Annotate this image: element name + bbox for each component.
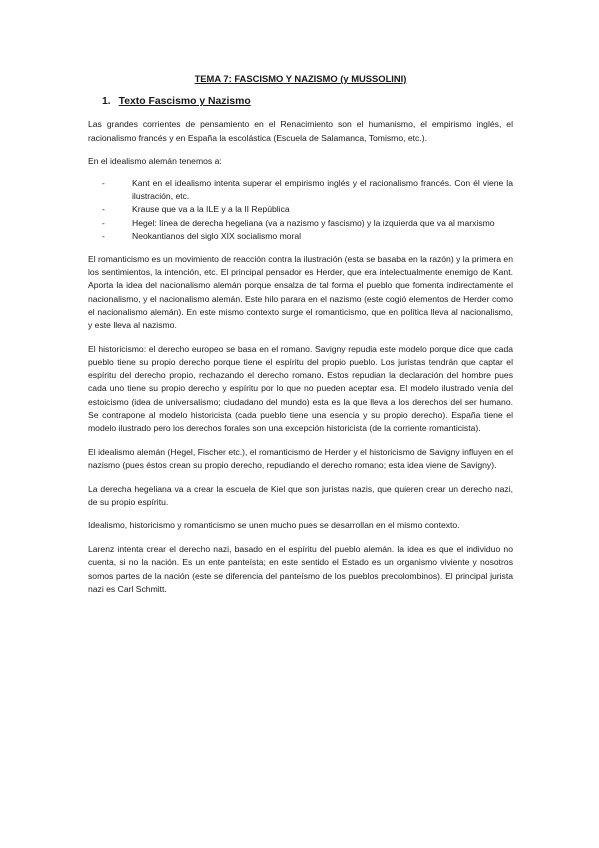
list-item [88,203,513,216]
paragraph-contexto: Idealismo, historicismo y romanticismo se unen mucho pues se desarrollan en el mismo contexto. [88,520,460,531]
list-dash: - [102,217,105,228]
list-dash: - [102,178,105,189]
section-number: 1. [102,96,111,108]
list-item-text: Krause que va a la ILE y a la II República [132,204,290,215]
list-item [88,217,513,230]
list-item [88,230,513,243]
paragraph-romanticismo: El romanticismo es un movimiento de reacción contra la ilustración (esta se basaba en la razón) y la primera en los sentimientos, la intención, etc. El principal pensador es Herder, que era intelectualmente enemigo de Kant. Aporta la idea del nacionalismo alemán porque ensalza de tal forma el pueblo que fomenta indirectamente el nacionalismo, y el nacionalismo alemán. Este hilo parara en el nazismo (este cogió elementos de Herder como el nacionalismo alemán). En este mismo contexto surge el romanticismo, que en política lleva al nacionalismo, y este lleva al nazismo. [88,254,513,331]
paragraph-idealismo-intro: En el idealismo alemán tenemos a: [88,156,222,167]
list-item-text: Hegel: línea de derecha hegeliana (va a nazismo y fascismo) y la izquierda que va al marxismo [132,217,495,228]
idealismo-list [88,177,513,243]
document-title: TEMA 7: FASCISMO Y NAZISMO (y MUSSOLINI) [194,73,407,84]
paragraph-larenz: Larenz intenta crear el derecho nazi, basado en el espíritu del pueblo alemán. la idea es que el individuo no cuenta, si no la nación. Es un ente panteísta; en este sentido el Estado es un organismo viviente y nosotros somos partes de la nación (este se diferencia del panteísmo de los pueblos precolombinos). El principal jurista nazi es Carl Schmitt. [88,544,513,594]
section-title: Texto Fascismo y Nazismo [118,96,251,108]
document-body [88,72,513,607]
paragraph-derecha-hegeliana: La derecha hegeliana va a crear la escuela de Kiel que son juristas nazis, que quieren crear un derecho nazi, de su propio espíritu. [88,483,513,507]
paragraph-renacimiento: Las grandes corrientes de pensamiento en el Renacimiento son el humanismo, el empirismo inglés, el racionalismo francés y en España la escolástica (Escuela de Salamanca, Tomismo, etc.). [88,119,513,143]
list-item-text: Kant en el idealismo intenta superar el empirismo inglés y el racionalismo francés. Con él viene la ilustración, etc. [132,178,513,202]
list-dash: - [102,204,105,215]
list-dash: - [102,230,105,241]
list-item-text: Neokantianos del siglo XIX socialismo moral [132,230,302,241]
section-heading [102,95,513,108]
paragraph-historicismo: El historicismo: el derecho europeo se basa en el romano. Savigny repudia este modelo porque dice que cada pueblo tiene su propio derecho porque tiene el espíritu del propio pueblo. Los juristas tendrán que captar el espíritu del derecho propio, rechazando el derecho romano. Estos repudian la declaración del hombre pues cada uno tiene su propio derecho y espíritu por lo que no pueden aceptar esa. El modelo ilustrado venía del estoicismo (idea de universalismo; ciudadano del mundo) esta es la que lleva a los derechos del ser humano. Se contrapone al modelo historicista (cada pueblo tiene una esencia y su propio derecho). España tiene el modelo ilustrado pero los derechos forales son una excepción historicista (de la corriente romanticista). [88,343,513,433]
list-item [88,177,513,203]
paragraph-idealismo-aleman: El idealismo alemán (Hegel, Fischer etc.), el romanticismo de Herder y el historicismo de Savigny influyen en el nazismo (pues éstos crean su propio derecho, repudiando el derecho romano; esta idea viene de Savigny). [88,446,513,470]
